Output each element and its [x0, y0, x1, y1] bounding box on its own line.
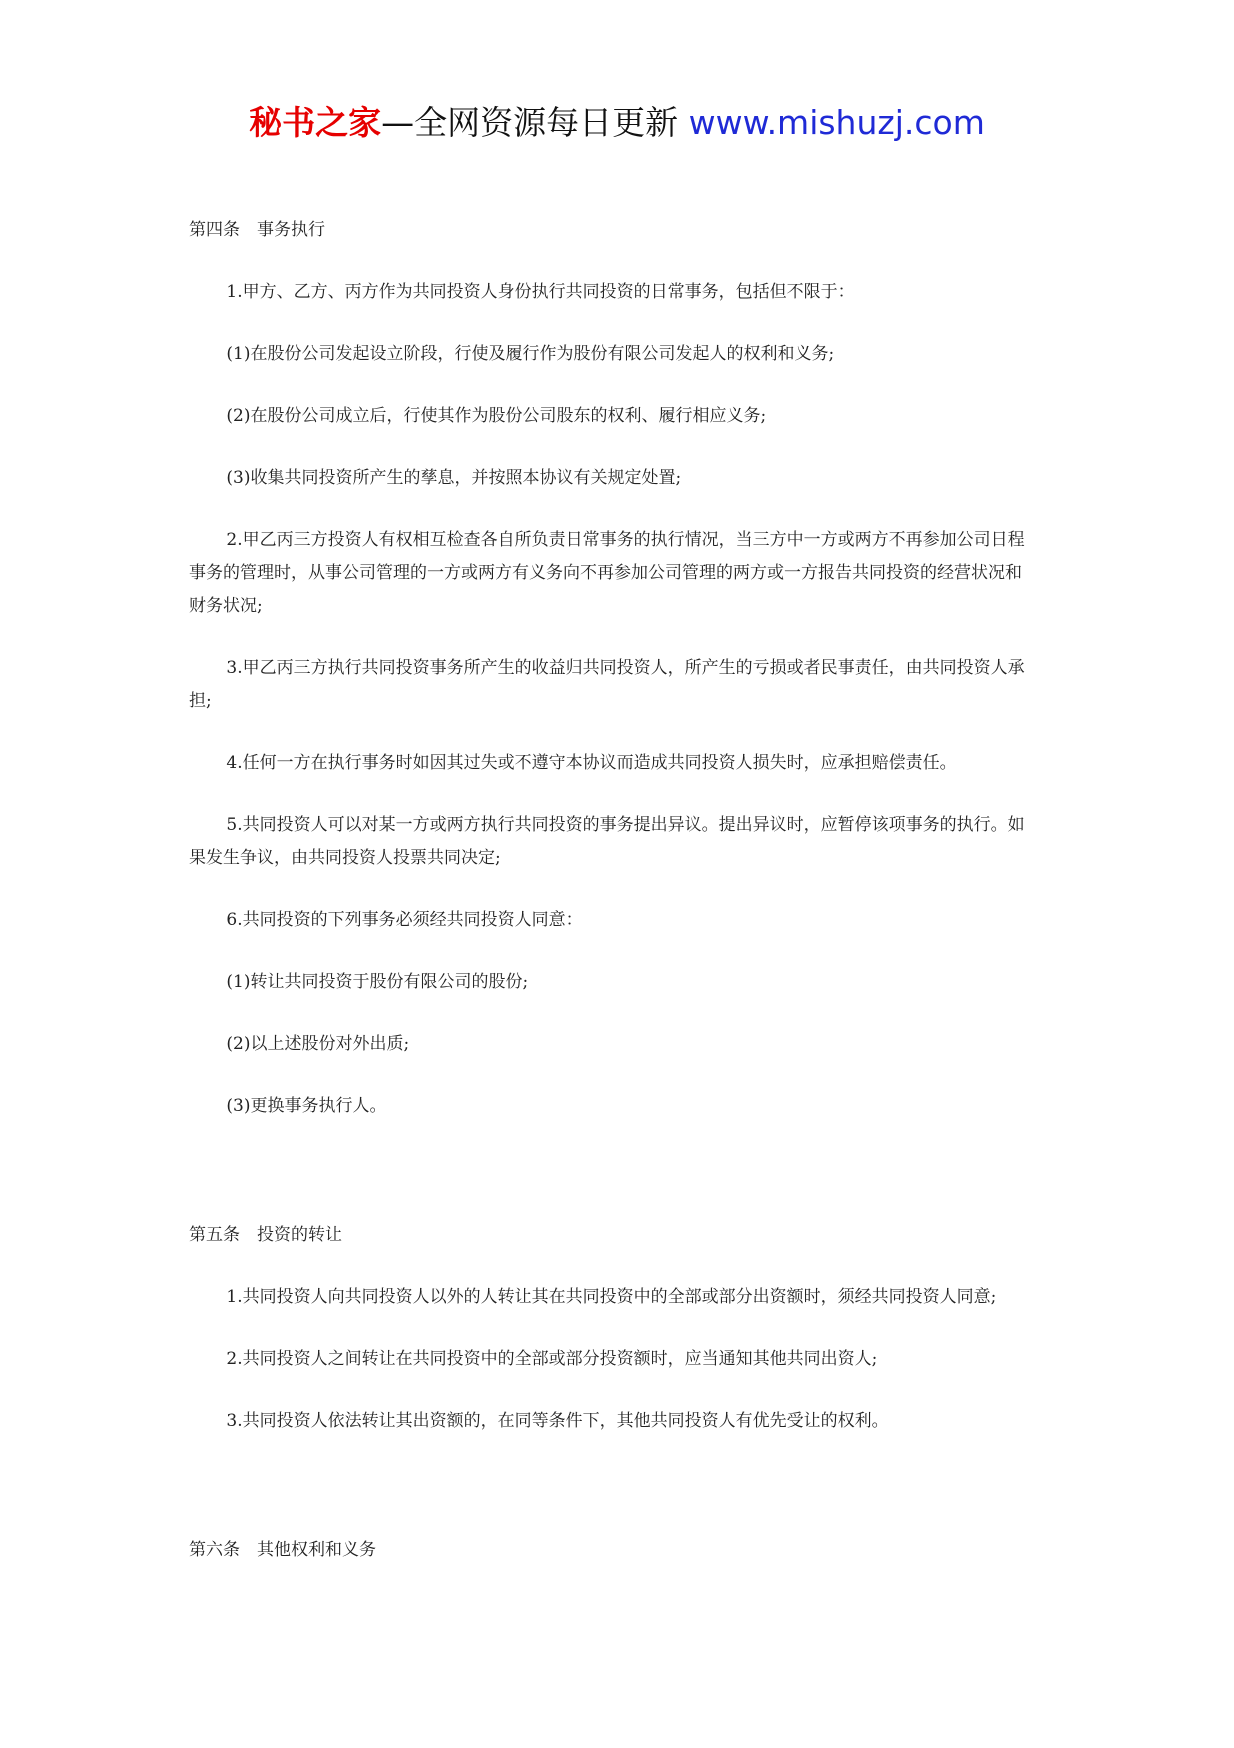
article-4-heading: 第四条 事务执行: [189, 220, 325, 240]
article-5-clause-2: 2.共同投资人之间转让在共同投资中的全部或部分投资额时，应当通知其他共同出资人;: [226, 1349, 878, 1369]
site-url: www.mishuzj.com: [688, 103, 985, 142]
document-body: [189, 214, 1036, 1567]
banner-slogan: —全网资源每日更新: [381, 103, 679, 142]
article-4-clause-1: 1.甲方、乙方、丙方作为共同投资人身份执行共同投资的日常事务，包括但不限于：: [226, 282, 855, 302]
site-banner: [0, 100, 1234, 146]
article-4-clause-3: 3.甲乙丙三方执行共同投资事务所产生的收益归共同投资人，所产生的亏损或者民事责任，由共同投资人承担;: [189, 658, 1025, 711]
article-4-clause-6-item-3: (3)更换事务执行人。: [226, 1096, 387, 1116]
article-6-heading: 第六条 其他权利和义务: [189, 1540, 376, 1560]
article-4-clause-5: 5.共同投资人可以对某一方或两方执行共同投资的事务提出异议。提出异议时，应暂停该项事务的执行。如果发生争议，由共同投资人投票共同决定;: [189, 815, 1025, 868]
article-5-clause-1: 1.共同投资人向共同投资人以外的人转让其在共同投资中的全部或部分出资额时，须经共同投资人同意;: [226, 1287, 997, 1307]
article-4-clause-6-item-1: (1)转让共同投资于股份有限公司的股份;: [226, 972, 529, 992]
article-4-clause-4: 4.任何一方在执行事务时如因其过失或不遵守本协议而造成共同投资人损失时，应承担赔偿责任。: [226, 753, 957, 773]
brand-name: 秘书之家: [249, 103, 382, 142]
article-4-clause-2: 2.甲乙丙三方投资人有权相互检查各自所负责日常事务的执行情况，当三方中一方或两方不再参加公司日程事务的管理时，从事公司管理的一方或两方有义务向不再参加公司管理的两方或一方报告共同投资的经营状况和财务状况;: [189, 530, 1025, 616]
article-4-clause-6: 6.共同投资的下列事务必须经共同投资人同意：: [226, 910, 583, 930]
article-4-clause-1-item-3: (3)收集共同投资所产生的孳息，并按照本协议有关规定处置;: [226, 468, 682, 488]
article-4-clause-1-item-2: (2)在股份公司成立后，行使其作为股份公司股东的权利、履行相应义务;: [226, 406, 767, 426]
article-5-clause-3: 3.共同投资人依法转让其出资额的，在同等条件下，其他共同投资人有优先受让的权利。: [226, 1411, 889, 1431]
article-4-clause-6-item-2: (2)以上述股份对外出质;: [226, 1034, 410, 1054]
article-5-heading: 第五条 投资的转让: [189, 1225, 342, 1245]
article-4-clause-1-item-1: (1)在股份公司发起设立阶段，行使及履行作为股份有限公司发起人的权利和义务;: [226, 344, 835, 364]
